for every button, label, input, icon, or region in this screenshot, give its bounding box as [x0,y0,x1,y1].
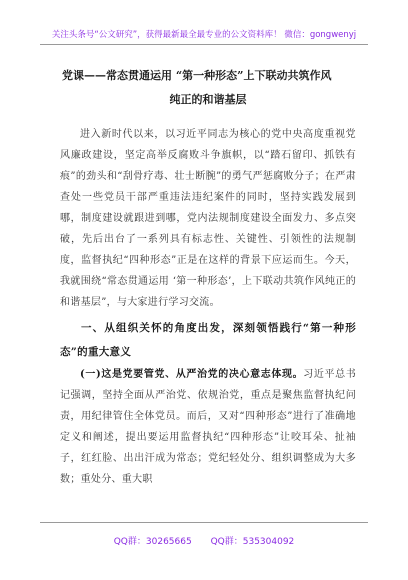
header-divider [40,44,368,45]
footer-divider [40,522,368,523]
page-footer [40,534,368,547]
page-header-banner: 关注头条号“公文研究”，获得最新最全最专业的公文资料库！ 微信：gongwenyj [51,30,357,40]
document-title [62,64,354,112]
subsection-text-1: 习近平总书记强调，坚持全面从严治党、依规治党，重点是聚焦监督执纪问责，用纪律管住全体党员。而后，又对“四种形态”进行了准确地定义和阐述，提出要运用监督执纪“四种形态”让咬耳朵、扯袖子，红红脸、出出汗成为常态；党纪轻处分、组织调整成为大多数；重处分、重大职 [60,369,357,485]
footer-qq-group-1: QQ群：30265665 [113,537,192,547]
footer-qq-group-2: QQ群：535304092 [210,537,295,547]
section-heading-1: 一、从组织关怀的角度出发，深刻领悟践行“第一种形态”的重大意义 [60,322,356,358]
title-line-1: 党课——常态贯通运用 “第一种形态”上下联动共筑作风 [62,69,332,82]
subsection-heading-1: (一)这是党要管党、从严治党的决心意志体现。 [80,369,304,380]
intro-paragraph: 进入新时代以来，以习近平同志为核心的党中央高度重视党风廉政建设，坚定高举反腐败斗争旗帜，以“踏石留印、抓铁有痕”的劲头和“刮骨疗毒、壮士断腕”的勇气严惩腐败分子；在严肃查处一些党员干部严重违法违纪案件的同时，坚持实践发展到哪，制度建设就跟进到哪，党内法规制度建设全面发力、多点突破，先后出台了一系列具有标志性、关键性、引领性的法规制度，监督执纪“四种形态”正是在这样的背景下应运而生。今天，我就围绕“常态贯通运用 ‘第一种形态’，上下联动共筑作风纯正的和谐基层”，与大家进行学习交流。 [60,129,356,308]
document-body [60,124,356,490]
title-line-2: 纯正的和谐基层 [169,93,247,106]
subsection-paragraph-1 [60,364,356,490]
